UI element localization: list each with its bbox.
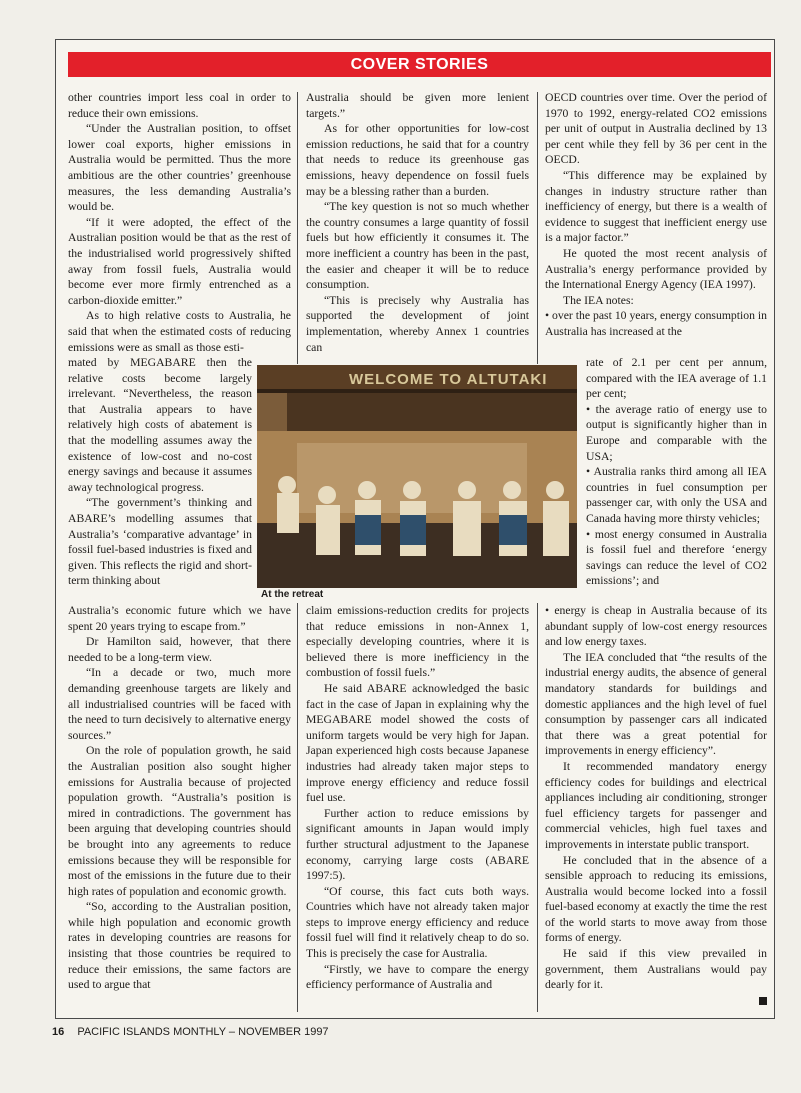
- paragraph: claim emissions-reduction credits for projects that reduce emissions in non-Annex 1, especially developing countries, where it is believed there is more inefficiency in the combustion of fossil fuels.”: [306, 604, 529, 680]
- paragraph: OECD countries over time. Over the period of 1970 to 1992, energy-related CO2 emissions per unit of output in Australia declined by 13 per cent while they fell by 36 per cent in the OECD.: [545, 91, 767, 167]
- column-3-top: [545, 90, 767, 340]
- paragraph: As to high relative costs to Australia, he said that when the estimated costs of reducing emissions were as small as those esti-: [68, 309, 291, 354]
- paragraph: “This is precisely why Australia has supported the development of joint implementation, whereby Annex 1 countries can: [306, 293, 529, 354]
- bullet-item: • energy is cheap in Australia because of its abundant supply of low-cost energy resources and low energy taxes.: [545, 604, 767, 649]
- paragraph: “Firstly, we have to compare the energy efficiency performance of Australia and: [306, 962, 529, 992]
- paragraph: “If it were adopted, the effect of the Australian position would be that as the rest of the industrialised world progressively shifted away from fossil fuels, Australia would become ever more firmly entrenched as a carbon-dioxide emitter.”: [68, 215, 291, 307]
- paragraph: “The key question is not so much whether the country consumes a large quantity of fossil fuels but how efficiently it consumes it. The more inefficient a country has been in the past, the easier and cheaper it will be to reduce consumption.: [306, 200, 529, 292]
- paragraph: “Of course, this fact cuts both ways. Countries which have not already taken major steps to improve energy efficiency and reduce fossil fuel will find it relatively cheap to do so. This is precisely the case for Australia.: [306, 884, 529, 961]
- paragraph: “In a decade or two, much more demanding greenhouse targets are likely and all industrialised countries will be faced with the need to turn decisively to alternative energy sources.”: [68, 666, 291, 742]
- paragraph: other countries import less coal in order to reduce their own emissions.: [68, 91, 291, 120]
- column-rule-2-lower: [537, 603, 538, 1012]
- page-number: 16: [52, 1026, 65, 1038]
- paragraph: Australia’s economic future which we have spent 20 years trying to escape from.”: [68, 604, 291, 633]
- column-3-wrap: [586, 355, 767, 589]
- photo-illustration: [257, 365, 577, 588]
- paragraph: He said if this view prevailed in government, them Australians would pay dearly for it.: [545, 947, 767, 992]
- column-1-wrap: [68, 355, 252, 589]
- paragraph: mated by MEGABARE then the relative costs become largely irrelevant. “Nevertheless, the reason that Australia appears to have relatively high costs of abatement is that the modelling assumes away the existence of low-cost and no-cost energy savings and because it assumes away technological progress.: [68, 356, 252, 494]
- retreat-photo: [257, 365, 577, 588]
- section-banner: COVER STORIES: [68, 52, 771, 77]
- photo-welcome-sign: WELCOME TO ALTUTAKI: [349, 371, 548, 388]
- paragraph: On the role of population growth, he said the Australian position also sought higher emissions for Australia because of projected population growth. “Australia’s position is mired in contradictions. The government has been arguing that developing countries should be brought into any agreements to reduce emissions because they will be responsible for most of the emissions in the future due to their high rates of population and economic growth.: [68, 744, 291, 898]
- paragraph: He said ABARE acknowledged the basic fact in the case of Japan in explaining why the MEGABARE model showed the costs of uniform targets would be very high for Japan. Japan experienced high costs because Japanese industries had already taken major steps to improve energy efficiency and reduce fossil fuel use.: [306, 681, 529, 805]
- column-2-bottom: [306, 603, 529, 993]
- column-3-bottom: [545, 603, 767, 1005]
- bullet-item: • most energy consumed in Australia is fossil fuel and therefore ‘energy savings can reduce the level of CO2 emissions’; and: [586, 527, 767, 588]
- paragraph: “So, according to the Australian position, while high population and economic growth rates in developing countries are reasons for insisting that those countries be required to reduce their emissions, the same factors are used to argue that: [68, 900, 291, 992]
- paragraph: As for other opportunities for low-cost emission reductions, he said that for a country that needs to reduce its greenhouse gas emissions, heavy dependence on fossil fuels may be a blessing rather than a burden.: [306, 122, 529, 198]
- paragraph: The IEA notes:: [563, 293, 634, 307]
- bullet-item: • Australia ranks third among all IEA countries in fuel consumption per passenger car, with only the USA and Canada having more thirsty vehicles;: [586, 465, 767, 525]
- paragraph: He quoted the most recent analysis of Australia’s energy performance provided by the International Energy Agency (IEA 1997).: [545, 246, 767, 292]
- end-mark-icon: [759, 997, 767, 1005]
- column-1-top: [68, 90, 291, 355]
- paragraph: Dr Hamilton said, however, that there needed to be a long-term view.: [68, 635, 291, 664]
- publication-line: PACIFIC ISLANDS MONTHLY – NOVEMBER 1997: [77, 1026, 329, 1038]
- bullet-item: • over the past 10 years, energy consumption in Australia has increased at the: [545, 309, 767, 338]
- page-footer: [52, 1026, 329, 1038]
- paragraph: rate of 2.1 per cent per annum, compared with the IEA average of 1.1 per cent;: [586, 356, 767, 401]
- paragraph: Further action to reduce emissions by significant amounts in Japan would imply further structural adjustment to the Japanese economy, carrying large costs (ABARE 1997:5).: [306, 806, 529, 883]
- paragraph: It recommended mandatory energy efficiency codes for buildings and electrical appliances including air conditioning, stronger fuel efficiency targets for passenger and commercial vehicles, high fuel taxes and improvements in interstate public transport.: [545, 759, 767, 851]
- paragraph: He concluded that in the absence of a sensible approach to reducing its emissions, Australia would become locked into a fossil fuel-based economy at exactly the time the rest of the world starts to move away from those forms of energy.: [545, 853, 767, 945]
- paragraph: The IEA concluded that “the results of the industrial energy audits, the absence of general mandatory standards for buildings and domestic appliances and the high level of fuel consumption by passenger cars all indicated that there was a great potential for improvements in energy efficiency”.: [545, 650, 767, 758]
- bullet-item: • the average ratio of energy use to output is significantly higher than in Europe and comparable with the USA;: [586, 402, 767, 463]
- paragraph: Australia should be given more lenient targets.”: [306, 91, 529, 120]
- paragraph: “Under the Australian position, to offset lower coal exports, higher emissions in Australia would be permitted. Thus the more ambitious are the other countries’ greenhouse measures, the less demanding Australia’s would be.: [68, 122, 291, 214]
- photo-caption: At the retreat: [261, 589, 324, 600]
- column-2-top: [306, 90, 529, 355]
- column-1-bottom: [68, 603, 291, 993]
- column-rule-2: [537, 92, 538, 364]
- column-rule-1-lower: [297, 603, 298, 1012]
- paragraph: “The government’s thinking and ABARE’s modelling assumes that Australia’s ‘comparative advantage’ in fossil fuel-based industries is fixed and given. This reflects the rigid and short-term thinking about: [68, 496, 252, 588]
- paragraph: “This difference may be explained by changes in industry structure rather than inefficiency of energy, but there is a wealth of evidence to suggest that inefficient energy use is a major factor.”: [545, 168, 767, 245]
- column-rule-1: [297, 92, 298, 364]
